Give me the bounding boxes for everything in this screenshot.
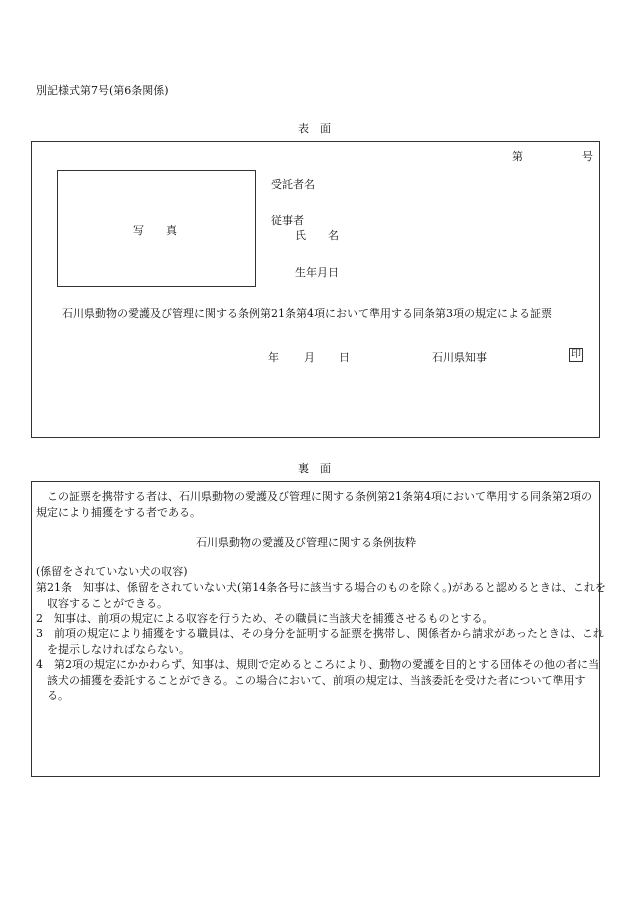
back-intro: この証票を携帯する者は、石川県動物の愛護及び管理に関する条例第21条第4項において準用する同条第2項の規定により捕獲をする者である。 — [36, 490, 592, 519]
date-day: 日 — [339, 351, 350, 364]
date-year: 年 — [268, 351, 279, 364]
date-month: 月 — [304, 351, 315, 364]
photo-label: 写 真 — [133, 224, 177, 237]
article-21: 第21条 知事は、係留をされていない犬(第14条各号に該当する場合のものを除く。)があると認めるときは、これを収容することができる。 — [36, 581, 606, 610]
excerpt-title: 石川県動物の愛護及び管理に関する条例抜粋 — [196, 536, 416, 549]
front-title: 表 面 — [298, 122, 331, 135]
trustee-name-label: 受託者名 — [271, 178, 315, 191]
photo-box — [57, 170, 256, 287]
form-label: 別記様式第7号(第6条関係) — [36, 84, 169, 97]
number-label-go: 号 — [582, 150, 593, 163]
seal-wrap — [569, 347, 583, 362]
article-item-3: 3 前項の規定により捕獲をする職員は、その身分を証明する証票を携帯し、関係者から請求があったときは、これを提示しなければならない。 — [36, 627, 604, 656]
seal-mark: 印 — [571, 349, 581, 360]
birthdate-label: 生年月日 — [295, 266, 339, 279]
worker-label: 従事者 — [271, 214, 304, 227]
name-label: 氏 名 — [295, 229, 339, 242]
front-card — [31, 141, 600, 438]
number-label-dai: 第 — [512, 150, 523, 163]
back-title: 裏 面 — [298, 462, 331, 475]
section-heading: (係留をされていない犬の収容) — [36, 565, 188, 578]
article-item-4: 4 第2項の規定にかかわらず、知事は、規則で定めるところにより、動物の愛護を目的とする団体その他の者に当該犬の捕獲を委託することができる。この場合において、前項の規定は、当該委託を受けた者について準用する。 — [36, 658, 600, 702]
certificate-statement: 石川県動物の愛護及び管理に関する条例第21条第4項において準用する同条第3項の規定による証票 — [62, 307, 552, 320]
issuer: 石川県知事 — [432, 351, 487, 364]
article-item-2: 2 知事は、前項の規定による収容を行うため、その職員に当該犬を捕獲させるものとする。 — [36, 612, 494, 625]
